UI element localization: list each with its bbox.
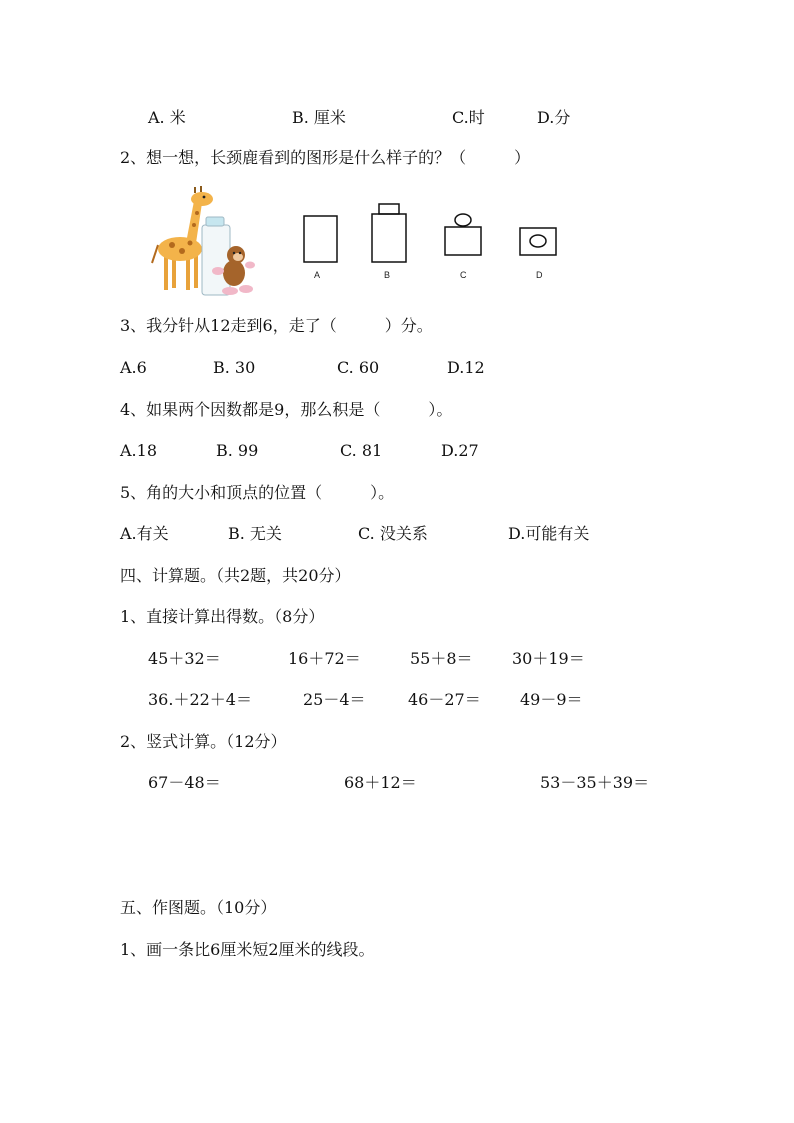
q5-option-d: D.可能有关 bbox=[508, 524, 590, 543]
q1-option-b: B. 厘米 bbox=[292, 108, 346, 127]
q5-question: 5、角的大小和顶点的位置（ ）。 bbox=[120, 483, 395, 502]
figure-d-label: D bbox=[536, 270, 543, 280]
q4-option-d: D.27 bbox=[441, 441, 479, 460]
calc-item: 36.＋22＋4＝ bbox=[148, 690, 252, 709]
section-4-part-2: 2、竖式计算。（12分） bbox=[120, 732, 287, 751]
calc-item: 46－27＝ bbox=[408, 690, 481, 709]
q5-option-c: C. 没关系 bbox=[358, 524, 428, 543]
figure-b-label: B bbox=[384, 270, 391, 280]
calc-item: 16＋72＝ bbox=[288, 649, 361, 668]
figure-c-label: C bbox=[460, 270, 467, 280]
section-5-part-1: 1、画一条比6厘米短2厘米的线段。 bbox=[120, 940, 375, 959]
q1-option-c: C.时 bbox=[452, 108, 485, 127]
q3-option-a: A.6 bbox=[120, 358, 147, 377]
q3-option-c: C. 60 bbox=[337, 358, 380, 377]
section-4-title: 四、计算题。（共2题，共20分） bbox=[120, 566, 351, 585]
q2-question: 2、想一想，长颈鹿看到的图形是什么样子的？（ ） bbox=[120, 148, 531, 167]
q4-option-c: C. 81 bbox=[340, 441, 383, 460]
q1-option-a: A. 米 bbox=[148, 108, 186, 127]
q5-option-b: B. 无关 bbox=[228, 524, 282, 543]
vertical-calc-item: 67－48＝ bbox=[148, 773, 221, 792]
q5-option-a: A.有关 bbox=[120, 524, 169, 543]
q3-question: 3、我分针从12走到6，走了（ ）分。 bbox=[120, 316, 433, 335]
q4-option-b: B. 99 bbox=[216, 441, 259, 460]
figure-a-rectangle bbox=[303, 215, 339, 265]
figure-c-circle-on-rectangle bbox=[443, 212, 485, 258]
figure-d-circle-in-rectangle bbox=[518, 226, 560, 258]
q1-option-d: D.分 bbox=[537, 108, 571, 127]
calc-item: 55＋8＝ bbox=[410, 649, 473, 668]
figure-b-rectangle-with-box bbox=[370, 203, 410, 265]
figure-a-label: A bbox=[314, 270, 321, 280]
q3-option-d: D.12 bbox=[447, 358, 485, 377]
section-5-title: 五、作图题。（10分） bbox=[120, 898, 277, 917]
calc-item: 45＋32＝ bbox=[148, 649, 221, 668]
calc-item: 30＋19＝ bbox=[512, 649, 585, 668]
section-4-part-1: 1、直接计算出得数。（8分） bbox=[120, 607, 325, 626]
q4-question: 4、如果两个因数都是9，那么积是（ ）。 bbox=[120, 400, 453, 419]
giraffe-monkey-illustration bbox=[150, 185, 260, 300]
q4-option-a: A.18 bbox=[120, 441, 157, 460]
calc-item: 49－9＝ bbox=[520, 690, 583, 709]
vertical-calc-item: 53－35＋39＝ bbox=[540, 773, 650, 792]
q3-option-b: B. 30 bbox=[213, 358, 256, 377]
vertical-calc-item: 68＋12＝ bbox=[344, 773, 417, 792]
calc-item: 25－4＝ bbox=[303, 690, 366, 709]
